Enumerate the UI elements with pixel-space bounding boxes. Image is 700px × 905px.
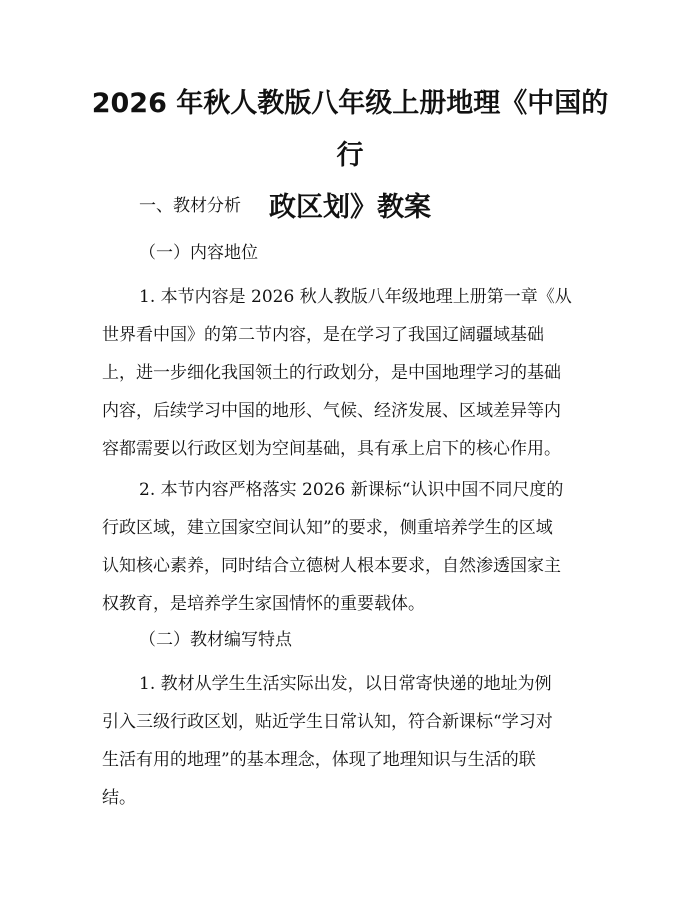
paragraph-line: 引入三级行政区划，贴近学生日常认知，符合新课标“学习对 <box>102 712 553 732</box>
paragraph-line: 生活有用的地理”的基本理念，体现了地理知识与生活的联 <box>102 750 536 770</box>
paragraph-line: 上，进一步细化我国领土的行政划分，是中国地理学习的基础 <box>102 363 561 383</box>
section-heading-textbook-analysis: 一、教材分析 <box>139 196 241 216</box>
paragraph-line: 1. 教材从学生生活实际出发，以日常寄快递的地址为例 <box>139 674 552 694</box>
paragraph-line: 认知核心素养，同时结合立德树人根本要求，自然渗透国家主 <box>102 556 561 576</box>
paragraph-line: 结。 <box>102 788 136 808</box>
paragraph-compilation-features-1 <box>102 665 602 817</box>
paragraph-line: 2. 本节内容严格落实 2026 新课标“认识中国不同尺度的 <box>139 480 564 500</box>
title-line-2: 政区划》教案 <box>269 192 431 223</box>
paragraph-line: 内容，后续学习中国的地形、气候、经济发展、区域差异等内 <box>102 401 561 421</box>
paragraph-line: 行政区域，建立国家空间认知”的要求，侧重培养学生的区域 <box>102 518 553 538</box>
title-line-1: 2026 年秋人教版八年级上册地理《中国的行 <box>91 88 609 171</box>
paragraph-line: 1. 本节内容是 2026 秋人教版八年级地理上册第一章《从 <box>139 287 572 307</box>
paragraph-line: 权教育，是培养学生家国情怀的重要载体。 <box>102 594 425 614</box>
paragraph-line: 世界看中国》的第二节内容，是在学习了我国辽阔疆域基础 <box>102 325 544 345</box>
paragraph-content-position-2 <box>102 471 602 623</box>
paragraph-content-position-1 <box>102 278 602 468</box>
subsection-heading-compilation-features: （二）教材编写特点 <box>139 630 292 650</box>
paragraph-line: 容都需要以行政区划为空间基础，具有承上启下的核心作用。 <box>102 439 561 459</box>
subsection-heading-content-position: （一）内容地位 <box>139 243 258 263</box>
